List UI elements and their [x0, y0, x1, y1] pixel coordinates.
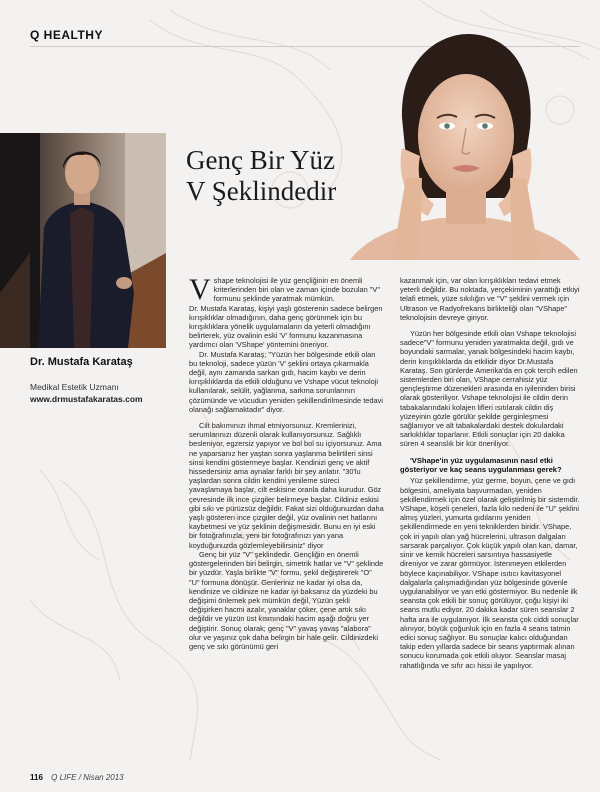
- paragraph: Dr. Mustafa Karataş; "Yüzün her bölgesinde etkili olan bu teknoloji, sadece yüzün 'V' şeklini ortaya çıkarmakla değil, aynı zamanda sarkan gıdı, hacim kaybı ve derin kırışıklıklarda da etkili olduğunu ve Vshape vücut teknoloji kullanılarak, selülit, yağlanma, sarkma sorunlarının çözümünde ve vücudun yeniden şekillendirilmesinde tedavi olanağı sağlamaktadır" diyor.: [189, 349, 383, 414]
- headline-line-1: Genç Bir Yüz: [186, 145, 335, 175]
- paragraph: Cilt bakımınızı ihmal etmiyorsunuz. Kremlerinizi, serumlarınızı düzenli olarak kullanıyorsunuz. Sağlıklı besleniyor, egzersiz yapıyor ve bol bol su içiyorsunuz. Ama ne yaparsanız her yaştan sonra yaşlanma belirtileri sinsi sinsi kendini göstermeye başlar. Kendinizi genç ve aktif hissedersiniz ama aynalar farklı bir şey anlatır. "30'lu yaşlardan sonra cildin kendini yenileme süreci yavaşlamaya başlar, cilt eskisine oranla daha kurudur. Göz çevresinde ilk ince çizgiler belirmeye başlar. Cildiniz eskisi gibi sıkı ve pürüzsüz değildir. Fakat sizi olduğunuzdan daha yaşlı gösteren ince çizgiler değil, yüz ovalinin net hatlarını kaybetmesi ve yüz şeklinin değişmesidir. Bunu en iyi eski bir fotoğrafınızla, yeni bir fotoğrafınızı yan yana koyduğunuzda gözlemleyebilirsiniz" diyor: [189, 421, 384, 550]
- doctor-portrait: [0, 133, 166, 348]
- page-number: 116: [30, 773, 43, 782]
- paragraph: Vshape teknolojisi ile yüz gençliğinin en önemli kriterlerinden biri olan ve zaman içinde bozulan "V" formunu şeklinde yaratmak mümkün.: [189, 273, 380, 306]
- paragraph: Dr. Mustafa Karataş, kişiyi yaşlı gösterenin sadece belirgen kırışıklıklar olmadığının, daha genç görünmek için bu kırışıklıklara yönelik uygulamaların da yeterli olmadığını belirterek, yüz ovalinin eski 'V' formunu kazanmasına yardımcı olan 'VShape' yöntemini öneriyor.: [189, 303, 383, 350]
- paragraph: Yüz şekillendirme, yüz germe, boyun, çene ve gıdı bölgesini, ameliyata başvurmadan, yeniden şekillendirmek için özel olarak geliştirilmiş bir sistemdir. VShape, köşeli çeneleri, fazla kilo nedeni ile "U" şeklini almış yüzleri, yumurta gıdılarını yeniden şekillendirmede en yeni tekniklerden biridir. VShape, çok iri yapılı olan yağ hücrelerini, ultrason dalgaları sarsarak parçalıyor. Çok küçük yapılı olan kan, damar, sinir ve kemik hücreleri sarsıntıya hassasiyetle direniyor ve zarar görmüyor. İstenmeyen etkilerden böylece kaçınabiliyor. VShape ısıtıcı kavitasyonel dalgalarla çalışmadığından yüz bölgesinde güvenle uygulanabiliyor ve yan etki göstermiyor. Bu nedenle ilk seansta çok etkili bir sonuç görülüyor, çoğu kişiyi iki seans mutlu ediyor. 20 dakika kadar süren seanslar 2 hafta ara ile uygulanıyor. İlk seansta çok ciddi sonuçlar alınıyor, büyük çoğunluk için en fazla 4 seans tatmin edici sonuç sağlıyor. Bu sonuçlar kalıcı olduğundan takip eden yıllarda sadece bir seans yaptırmak alınan sonucu korumada çok etkili oluyor. Seanslar masaj rahatlığında ve sıfır acı hissi ile yapılıyor.: [400, 476, 580, 670]
- paragraph: Yüzün her bölgesinde etkili olan Vshape teknolojisi sadece"V" formunu yeniden yaratmakta değil, gıdı ve boyundaki sarmalar, yanak bölgesindeki hacim kaybı, derin kırışıklıklarda da etkilidir diyor Dr.Mustafa Karataş. Son günlerde Amerika'da en çok tercih edilen sistemlerden biri olan, VShape cerrahisiz yüz gençleştirme düzenekleri arasında en iyilerinden birisi olarak gösteriliyor. Vshape teknolojisi ile cildin derin tabakalarındaki kolajen lifleri ısıtılarak cildin diş yüzeyinin gözle görülür şekilde gerginleşmesi sağlanıyor ve alt tabakalardaki destek dokulardaki sarkıklıklar toparlanır. Etkili sonuçlar için 20 dakika süren 4 seanslık bir kür öneriliyor.: [400, 329, 578, 449]
- doctor-name: Dr. Mustafa Karataş: [30, 356, 133, 368]
- doctor-website[interactable]: www.drmustafakaratas.com: [30, 394, 143, 404]
- model-face-photo: [330, 28, 592, 260]
- doctor-title: Medikal Estetik Uzmanı: [30, 382, 119, 392]
- article-column-1: [189, 273, 384, 651]
- drop-cap: V: [189, 273, 211, 306]
- paragraph: Genç bir yüz "V" şeklindedir. Gençliğin en önemli göstergelerinden biri belirgin, simetrik hatlar ve "V" şeklinde bir yüzdür. Yaşla birlikte "V" formu, şekil değiştirerek "O" "U" formuna dönüşür. Genleriniz ne kadar iyi olsa da, kendinize ve cildinize ne kadar iyi baksanız da yüzdeki bu değişimi önlemek pek mümkün değil, Yüzün şekli değişirken hacmi azalır, yanaklar çöker, çene artık sıkı değildir ve yüzün üst kısmındaki hacim aşağı doğru yer değiştirir. Sonuç olarak; genç "V" yavaş yavaş "alabora" olur ve yaşınız çok daha belirgin bir hale gelir. Cildinizdeki genç ve sıkı görünümü geri: [189, 549, 384, 651]
- headline-line-2: V Şeklindedir: [186, 176, 337, 206]
- article-subheading: 'VShape'in yüz uygulamasının nasıl etki gösteriyor ve kaç seans uygulanması gerek?: [400, 455, 562, 475]
- section-label: Q HEALTHY: [30, 28, 103, 42]
- magazine-issue: Q LIFE / Nisan 2013: [51, 773, 124, 782]
- article-column-2: [400, 276, 580, 670]
- paragraph: kazanmak için, var olan kırışıklıkları tedavi etmek yeterli değildir. Bu noktada, yerçekiminin yarattığı etkiyi telafi etmek, yüze sıkılığın ve "V" şeklini vermek için Ultrason ve Radyofrekans birlikteliği olan "VShape" teknolojisin devreye giriyor.: [400, 276, 580, 322]
- page-footer: [30, 773, 124, 782]
